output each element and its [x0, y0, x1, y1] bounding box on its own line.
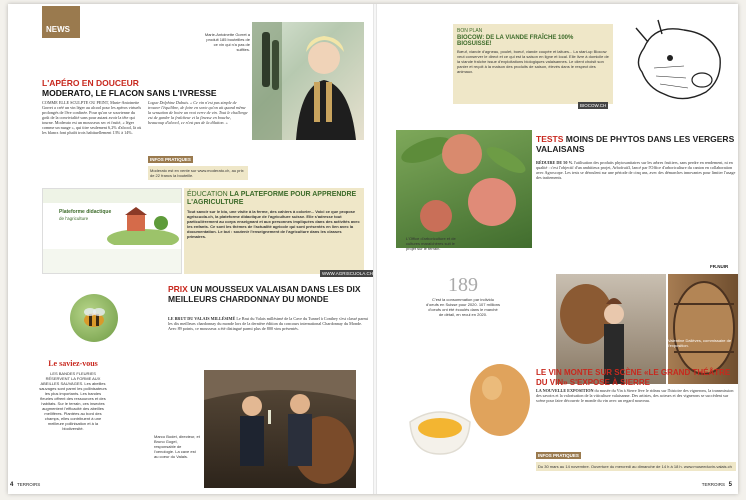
egg-icon: [400, 362, 540, 460]
peach-illustration: [396, 130, 532, 248]
agriscuola-screen-title: Plateforme didactique: [59, 209, 112, 215]
magazine-spread: [8, 4, 738, 494]
bon-plan-label: BON PLAN: [457, 28, 483, 34]
education-body: Tout savoir sur le bio, une visite à la ferme, des cahiers à colorier... Voici ce que propose agriscuola.ch, la plateforme didactique de l'agriculture suisse. Elle s'adresse tout particulièrement au corps enseignant et aux personnes impliquées dans des activités avec les enfants. Ce sont les thèmes de l'actualité agricole qui sont présentés en lien avec la documentation. Le but : soutenir l'enseignement de l'agriculture dans les classes primaires.: [187, 209, 360, 239]
theatre-info-label: INFOS PRATIQUES: [538, 453, 579, 458]
left-folio: [10, 482, 40, 488]
theatre-headline: LE VIN MONTE SUR SCÈNE «LE GRAND THÉÂTRE DU VIN» S'EXPOSE À SIERRE: [536, 368, 731, 387]
bee-fact-box: [38, 359, 108, 461]
education-heading: [187, 191, 361, 207]
aperitif-info-box: [148, 148, 248, 180]
news-section-tag: [42, 6, 80, 38]
prix-body: [168, 316, 368, 358]
theatre-info-box: [536, 444, 736, 471]
aperitif-info-text: Moderato est en vente sur www.moderato.ch, au prix de 22 francs la bouteille.: [148, 166, 248, 180]
winemaker-photo: [252, 22, 364, 140]
barrel-photo-caption: Valentine Dallèves, commissaire de l'exposition.: [668, 338, 732, 348]
right-page-number: 5: [728, 482, 732, 488]
bee-fact-body: LES BANDES FLEURIES RÉSERVENT LA FORME AUX ABEILLES SAUVAGES. Les abeilles sauvages sont parmi les pollinisateurs les plus importants. Les bandes fleuries offrent des ressources et des habitats. Sur le terrain, ces insectes augmentent l'efficacité des abeilles mellifères. Plantées au bord des champs, elles contribuent à une meilleure pollinisation et à la biodiversité.: [39, 371, 107, 431]
prix-lead: LE BRUT DU VALAIS MILLÉSIMÉ: [168, 316, 236, 321]
aperitif-info-label: INFOS PRATIQUES: [150, 157, 191, 162]
winemaker-illustration: [252, 22, 364, 140]
biocow-headline: BIOCOW: DE LA VIANDE FRAÎCHE 100% BIOSUISSE!: [457, 35, 574, 47]
cellar-photo-caption: Marco Bodet, directeur, et Bruno Gogel, responsable de l'oenologie. La cave est au coeur du Valais.: [154, 434, 200, 459]
phytos-kicker: TESTS: [536, 134, 564, 144]
prix-body-text: Le Brut du Valais millésimé de la Cave du Tunnel à Conthey s'est classé parmi les dix meilleurs chardonnay du monde lors de la dernière édition du concours international Chardonnay du Monde. Avec 89 points, ce mousseux a été distingué parmi plus de 800 vins présentés.: [168, 316, 368, 331]
peaches-photo: [396, 130, 532, 248]
education-headline: LA PLATEFORME POUR APPRENDRE L'AGRICULTURE: [187, 191, 357, 206]
prix-article-header: [168, 284, 368, 304]
agriscuola-link[interactable]: WWW.AGRISCUOLA.CH: [322, 271, 374, 276]
phytos-heading: [536, 134, 736, 154]
theatre-article-header: [536, 368, 736, 387]
phytos-headline: MOINS DE PHYTOS DANS LES VERGERS VALAISANS: [536, 134, 735, 154]
theatre-info-text: Du 30 mars au 14 novembre. Ouverture du mercredi au dimanche de 14 h à 18 h. www.museeduvin-valais.ch: [536, 462, 736, 471]
theatre-body: [536, 388, 736, 442]
bee-icon: [70, 294, 118, 342]
left-page-number: 4: [10, 482, 14, 488]
phytos-body: [536, 160, 736, 262]
egg-stat-number: 189: [448, 274, 478, 296]
cow-icon: [614, 18, 732, 110]
theatre-lead: LA NOUVELLE EXPOSITION: [536, 388, 594, 393]
theatre-body-text: du musée du Vin à Sierre lève le rideau sur l'histoire des vignerons, la transmission des savoirs et la valorisation de la viticulture valaisanne. Des artistes, des acteurs et des vignerons se succèdent sur scène pour faire découvrir le monde du vin avec un regard nouveau.: [536, 388, 734, 403]
biocow-body: Bœuf, viande d'agneau, poulet, boeuf, viande coupée et laitues... La start-up Biocow veut conserver le direct et ce qui est la saison en ligne et local. Elle livre à domicile de la viande fraîche issue d'exploitations biologiques valaisannes. Le client choisit son panier et reçoit à la maison des produits de saison, élevés dans le respect des animaux.: [457, 49, 609, 74]
prix-headline: UN MOUSSEUX VALAISAN DANS LES DIX MEILLEURS CHARDONNAY DU MONDE: [168, 284, 361, 304]
prix-kicker: PRIX: [168, 284, 188, 294]
page-gutter: [373, 4, 377, 494]
education-article: [184, 188, 364, 274]
phytos-body-text: l'utilisation des produits phytosanitaires sur les arbres fruitiers, sans perdre en rendement, ni en qualité : c'est l'objectif d'un ambitieux projet, Arbofruit3, lancé par l'Office d'arboriculture du canton en collaboration avec Agroscope. Les tests se déroulent sur une période de cinq ans, avec des démarches innovantes pour limiter l'usage des traitements.: [536, 160, 736, 180]
peaches-photo-caption: L'Office d'arboriculture et de cultures maraîchères suit le projet sur le terrain.: [406, 236, 456, 251]
bee-fact-title: Le saviez-vous: [48, 359, 98, 368]
egg-stat-text: C'est la consommation par individu d'oeufs en Suisse pour 2020. 107 millions d'oeufs ont été écoulés dans le marché de détail, en recul en 2020.: [426, 297, 500, 317]
prix-heading: [168, 284, 368, 304]
biocow-link[interactable]: BIOCOW.CH: [580, 103, 607, 108]
aperitif-body-col2: Logue Delphine Dubuis. « Ce vin n'est pas simple de trouver l'équilibre, de faire en sorte qu'on ait quand même la sensation de boire un vrai verre de vin. Tout le challenge est de garder la fraîcheur et la finesse en bouche, beaucoup d'alcool, ce n'est pas de la dilution. »: [148, 100, 248, 125]
agriscuola-screenshot: [42, 188, 182, 274]
left-magazine-name: TERROIRS: [17, 482, 41, 487]
biocow-box: [453, 24, 613, 104]
phytos-article-header: [536, 134, 736, 154]
news-tag-label: NEWS: [46, 25, 70, 34]
farm-illustration: [107, 205, 179, 245]
aperitif-body-col1: COMME ELLE SCULPTE OU PEINT, Marie-Antoinette Gorret a créé un vin léger au alcool pour les apéros virtuels prolongés de l'ère confinée. Pour qu'on se souvienne du goût de la convivialité sans pour autant avoir la tête qui tourne. Moderato est un mousseux sec et fruité, « léger comme un nuage », qui titre seulement 6,2% d'alcool, là où les blancs font plutôt trois habituellement 13% à 14%.: [42, 100, 142, 135]
egg-stat-box: [426, 274, 500, 325]
agriscuola-screen-subtitle: de l'agriculture: [59, 216, 89, 221]
aperitif-article-header: [42, 78, 242, 98]
education-kicker: ÉDUCATION: [187, 191, 228, 198]
right-folio: [702, 482, 732, 488]
cellar-photo: [204, 370, 356, 488]
winemakers-illustration: [204, 370, 356, 488]
aperitif-kicker: L'APÉRO EN DOUCEUR: [42, 78, 139, 88]
winemaker-photo-caption: Marie-Antoinette Gorret a produit 185 bouteilles de ce vin qui n'a pas de sulfites.: [204, 32, 250, 52]
aperitif-headline: MODERATO, LE FLACON SANS L'IVRESSE: [42, 88, 217, 98]
right-magazine-name: TERROIRS: [701, 482, 725, 487]
phytos-signature: FR.NUIR: [710, 264, 729, 269]
phytos-lead: RÉDUIRE DE 50 %: [536, 160, 573, 165]
bee-photo: [70, 294, 118, 342]
